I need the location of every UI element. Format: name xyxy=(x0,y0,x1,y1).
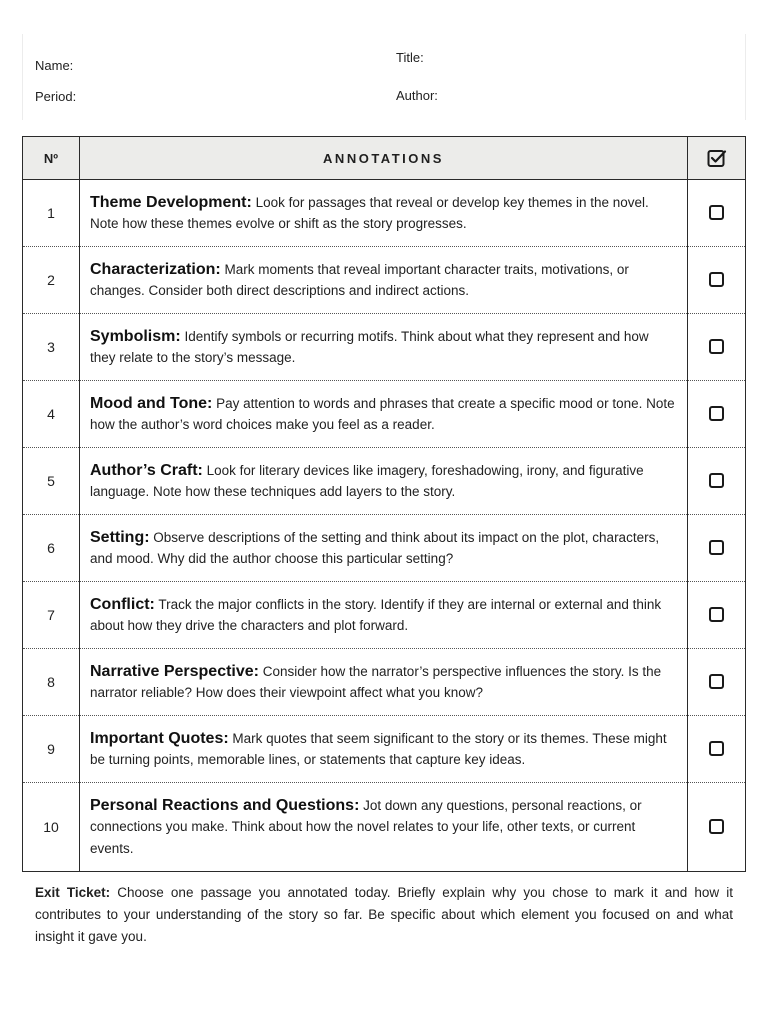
exit-ticket-text: Choose one passage you annotated today. Briefly explain why you chose to mark it and how it contributes to your understanding of the story so far. Be specific about which element you focused on and what insight it gave you. xyxy=(35,885,734,944)
row-number: 7 xyxy=(23,582,80,649)
row-number: 3 xyxy=(23,314,80,381)
row-checkbox[interactable] xyxy=(709,473,724,488)
row-text: Look for literary devices like imagery, foreshadowing, irony, and figurative language. Note how these techniques add layers to the story. xyxy=(90,462,644,499)
exit-ticket-label: Exit Ticket: xyxy=(35,885,111,900)
row-checkbox[interactable] xyxy=(709,674,724,689)
row-text: Identify symbols or recurring motifs. Think about what they represent and how they relate to the story’s message. xyxy=(90,328,649,365)
row-checkbox-cell xyxy=(688,515,746,582)
row-checkbox-cell xyxy=(688,180,746,247)
row-number: 9 xyxy=(23,716,80,783)
annotations-table xyxy=(22,136,746,872)
period-label: Period: xyxy=(35,89,77,104)
row-term: Important Quotes: xyxy=(90,729,229,747)
table-row xyxy=(23,515,746,582)
row-number: 4 xyxy=(23,381,80,448)
table-row xyxy=(23,247,746,314)
row-checkbox[interactable] xyxy=(709,272,724,287)
row-number: 10 xyxy=(23,783,80,872)
row-checkbox-cell xyxy=(688,314,746,381)
row-checkbox-cell xyxy=(688,649,746,716)
number-column-header: Nº xyxy=(23,137,80,180)
row-text: Consider how the narrator’s perspective influences the story. Is the narrator reliable? How does their viewpoint affect what you know? xyxy=(90,663,662,700)
row-description xyxy=(80,247,688,314)
row-term: Personal Reactions and Questions: xyxy=(90,796,360,814)
row-checkbox[interactable] xyxy=(709,205,724,220)
row-number: 2 xyxy=(23,247,80,314)
row-checkbox[interactable] xyxy=(709,741,724,756)
row-number: 6 xyxy=(23,515,80,582)
row-checkbox-cell xyxy=(688,448,746,515)
checked-box-icon xyxy=(707,148,727,168)
row-description xyxy=(80,515,688,582)
row-term: Narrative Perspective: xyxy=(90,662,259,680)
table-row xyxy=(23,783,746,872)
row-term: Symbolism: xyxy=(90,327,181,345)
row-checkbox[interactable] xyxy=(709,339,724,354)
table-row xyxy=(23,448,746,515)
row-description xyxy=(80,448,688,515)
table-header-row xyxy=(23,137,746,180)
author-label: Author: xyxy=(396,88,438,103)
row-checkbox-cell xyxy=(688,582,746,649)
row-term: Theme Development: xyxy=(90,193,252,211)
row-checkbox[interactable] xyxy=(709,540,724,555)
row-checkbox[interactable] xyxy=(709,607,724,622)
row-description xyxy=(80,314,688,381)
student-info-header xyxy=(22,34,746,120)
row-description xyxy=(80,783,688,872)
row-number: 5 xyxy=(23,448,80,515)
table-row xyxy=(23,381,746,448)
row-checkbox-cell xyxy=(688,247,746,314)
row-term: Author’s Craft: xyxy=(90,461,203,479)
row-number: 1 xyxy=(23,180,80,247)
row-description xyxy=(80,582,688,649)
row-term: Conflict: xyxy=(90,595,155,613)
row-checkbox[interactable] xyxy=(709,819,724,834)
row-description xyxy=(80,381,688,448)
annotations-column-header: ANNOTATIONS xyxy=(80,137,688,180)
row-description xyxy=(80,716,688,783)
row-checkbox-cell xyxy=(688,783,746,872)
row-text: Observe descriptions of the setting and think about its impact on the plot, characters, and mood. Why did the author choose this particular setting? xyxy=(90,529,660,566)
row-description xyxy=(80,180,688,247)
table-row xyxy=(23,180,746,247)
row-term: Setting: xyxy=(90,528,150,546)
row-text: Track the major conflicts in the story. Identify if they are internal or external and think about how they drive the characters and plot forward. xyxy=(90,596,662,633)
row-text: Mark moments that reveal important character traits, motivations, or changes. Consider both direct descriptions and indirect actions. xyxy=(90,261,629,298)
row-text: Look for passages that reveal or develop key themes in the novel. Note how these themes evolve or shift as the story progresses. xyxy=(90,194,649,231)
row-text: Mark quotes that seem significant to the story or its themes. These might be turning points, memorable lines, or statements that capture key ideas. xyxy=(90,730,667,767)
row-term: Mood and Tone: xyxy=(90,394,213,412)
row-number: 8 xyxy=(23,649,80,716)
title-label: Title: xyxy=(396,50,424,65)
row-checkbox-cell xyxy=(688,716,746,783)
check-column-header xyxy=(688,137,746,180)
table-row xyxy=(23,314,746,381)
table-row xyxy=(23,649,746,716)
row-term: Characterization: xyxy=(90,260,221,278)
row-checkbox-cell xyxy=(688,381,746,448)
table-row xyxy=(23,716,746,783)
row-text: Pay attention to words and phrases that create a specific mood or tone. Note how the author’s word choices make you feel as a reader. xyxy=(90,395,675,432)
row-checkbox[interactable] xyxy=(709,406,724,421)
exit-ticket xyxy=(35,882,733,948)
name-label: Name: xyxy=(35,58,74,73)
table-row xyxy=(23,582,746,649)
row-text: Jot down any questions, personal reactions, or connections you make. Think about how the novel relates to your life, other texts, or current events. xyxy=(90,797,642,856)
row-description xyxy=(80,649,688,716)
